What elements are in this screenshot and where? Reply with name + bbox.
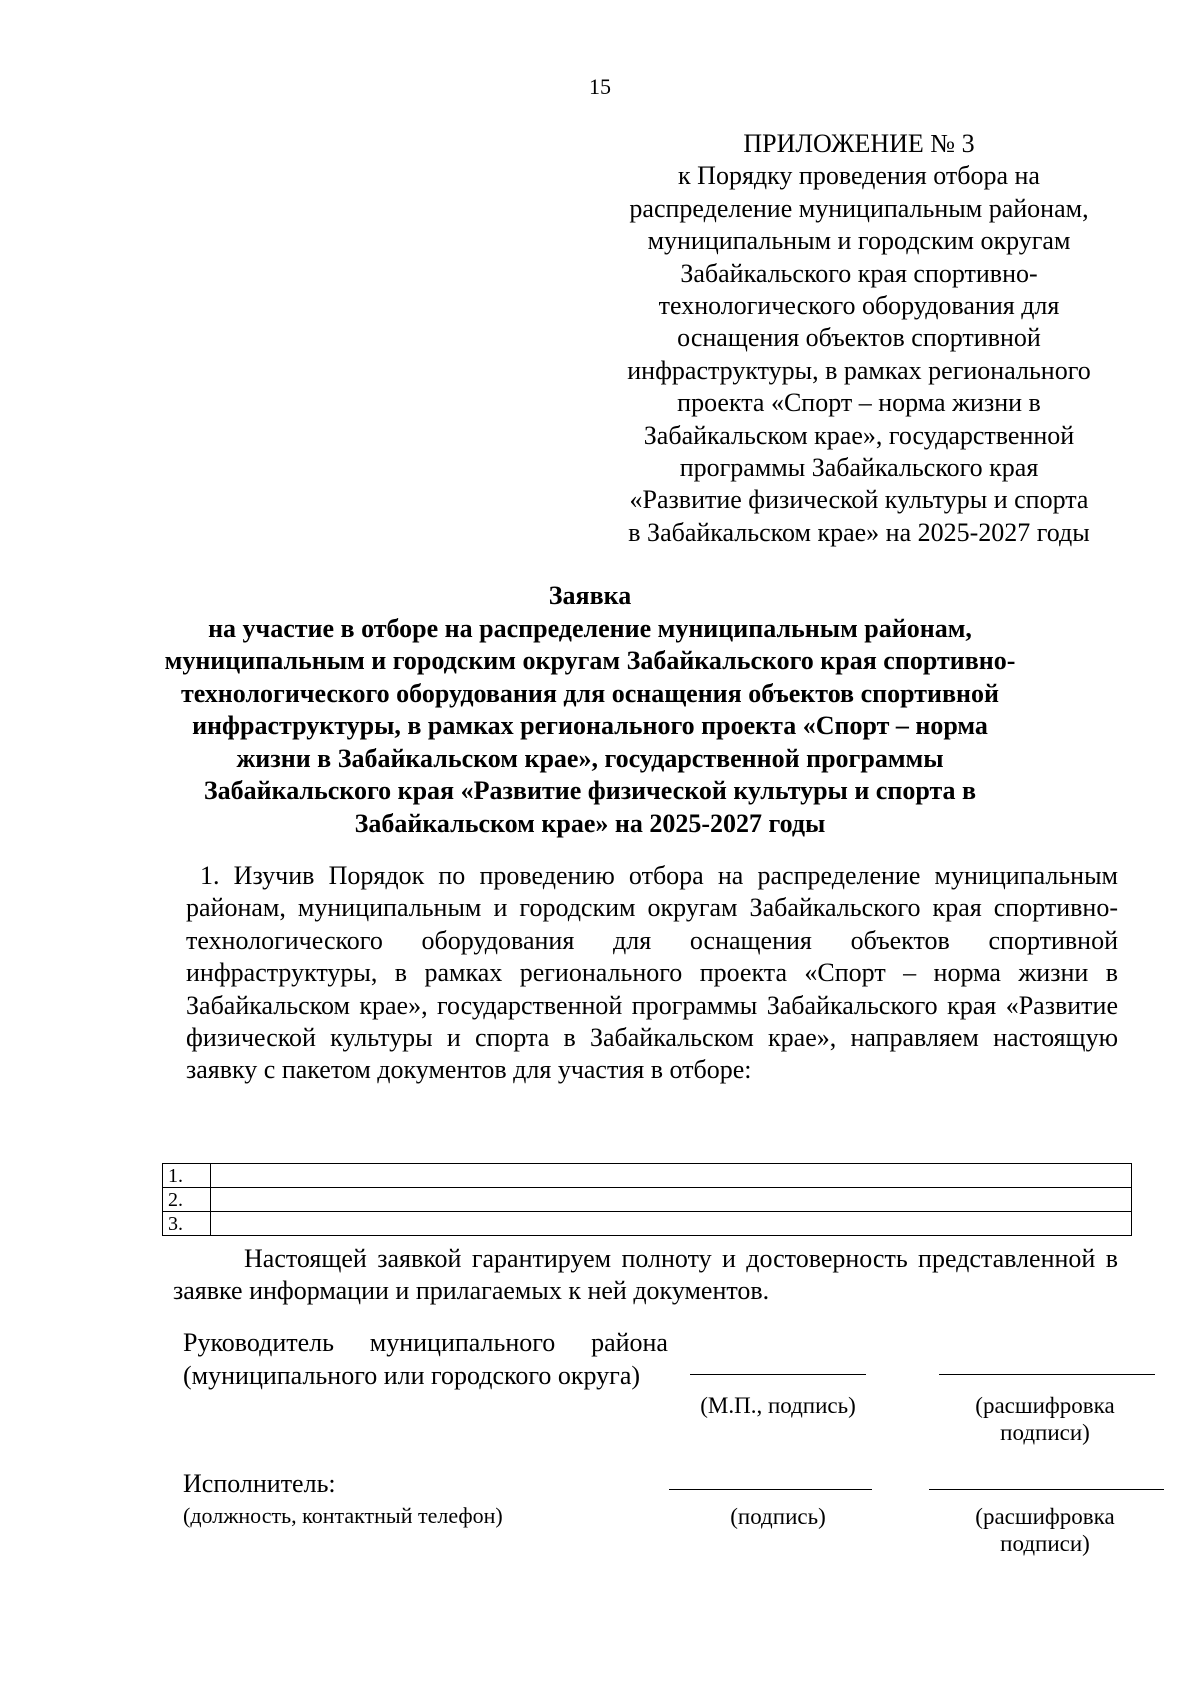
title-line: инфраструктуры, в рамках регионального проекта «Спорт – норма: [192, 711, 988, 740]
appendix-line: муниципальным и городским округам: [647, 226, 1071, 256]
table-row: [163, 1164, 1132, 1188]
title-line: Забайкальском крае» на 2025-2027 годы: [354, 808, 826, 838]
executor-caption: (должность, контактный телефон): [183, 1503, 503, 1528]
title-line: жизни в Забайкальском крае», государственной программы: [236, 743, 944, 773]
title-line: Заявка: [548, 581, 632, 610]
title-line: на участие в отборе на распределение муниципальным районам,: [208, 613, 972, 643]
appendix-line: распределение муниципальным районам,: [629, 193, 1089, 223]
head-label-line-2: (муниципального или городского округа): [183, 1361, 641, 1390]
row-number: 3.: [163, 1212, 211, 1236]
executor-decode-line: [929, 1489, 1164, 1490]
executor-label: Исполнитель:: [183, 1469, 336, 1498]
documents-table: [162, 1163, 1132, 1236]
head-sign-caption: (М.П., подпись): [700, 1393, 856, 1418]
title-line: технологического оборудования для оснащения объектов спортивной: [181, 678, 999, 708]
document-title: [140, 580, 1040, 840]
head-label-word: района: [591, 1328, 668, 1357]
head-decode-caption-1: (расшифровка: [975, 1393, 1115, 1418]
row-cell: [211, 1164, 1132, 1188]
table-row: [163, 1212, 1132, 1236]
appendix-line: Забайкальском крае», государственной: [643, 420, 1075, 450]
head-label-word: муниципального: [369, 1328, 556, 1357]
appendix-line: Забайкальского края спортивно-: [680, 258, 1038, 288]
appendix-title: ПРИЛОЖЕНИЕ № 3: [743, 129, 975, 158]
appendix-line: к Порядку проведения отбора на: [678, 161, 1040, 191]
head-decode-caption-2: подписи): [1000, 1420, 1090, 1445]
appendix-line: проекта «Спорт – норма жизни в: [677, 388, 1041, 418]
page-number: 15: [589, 74, 611, 99]
executor-signature-line: [669, 1489, 872, 1490]
appendix-line: технологического оборудования для: [658, 291, 1060, 321]
head-label-line-1: [183, 1326, 668, 1359]
table-row: [163, 1188, 1132, 1212]
executor-sign-caption: (подпись): [730, 1504, 826, 1529]
row-number: 1.: [163, 1164, 211, 1188]
title-line: муниципальным и городским округам Забайкальского края спортивно-: [164, 646, 1016, 675]
executor-decode-caption: [920, 1503, 1170, 1557]
title-line: Забайкальского края «Развитие физической культуры и спорта в: [203, 776, 977, 805]
head-label-word: Руководитель: [183, 1328, 334, 1357]
appendix-line: оснащения объектов спортивной: [677, 323, 1041, 353]
head-decode-caption: [920, 1392, 1170, 1446]
executor-decode-caption-2: подписи): [1000, 1531, 1090, 1556]
body-paragraph: 1. Изучив Порядок по проведению отбора на распределение муниципальным районам, муниципальным и городским округам Забайкальского края спортивно-технологического оборудования для оснащения объектов спортивной инфраструктуры, в рамках регионального проекта «Спорт – норма жизни в Забайкальском крае», государственной программы Забайкальского края «Развитие физической культуры и спорта в Забайкальском крае», направляем настоящую заявку с пакетом документов для участия в отборе:: [186, 861, 1118, 1085]
appendix-header: [600, 128, 1118, 549]
row-cell: [211, 1188, 1132, 1212]
head-decode-line: [939, 1374, 1155, 1375]
row-cell: [211, 1212, 1132, 1236]
row-number: 2.: [163, 1188, 211, 1212]
appendix-line: программы Забайкальского края: [679, 453, 1039, 483]
head-label: [183, 1326, 668, 1392]
head-signature-line: [690, 1374, 866, 1375]
appendix-line: «Развитие физической культуры и спорта: [629, 485, 1089, 515]
executor-decode-caption-1: (расшифровка: [975, 1504, 1115, 1529]
appendix-line: в Забайкальском крае» на 2025-2027 годы: [628, 517, 1090, 547]
appendix-line: инфраструктуры, в рамках регионального: [627, 355, 1091, 385]
guarantee-paragraph: Настоящей заявкой гарантируем полноту и достоверность представленной в заявке информации и прилагаемых к ней документов.: [173, 1244, 1118, 1306]
